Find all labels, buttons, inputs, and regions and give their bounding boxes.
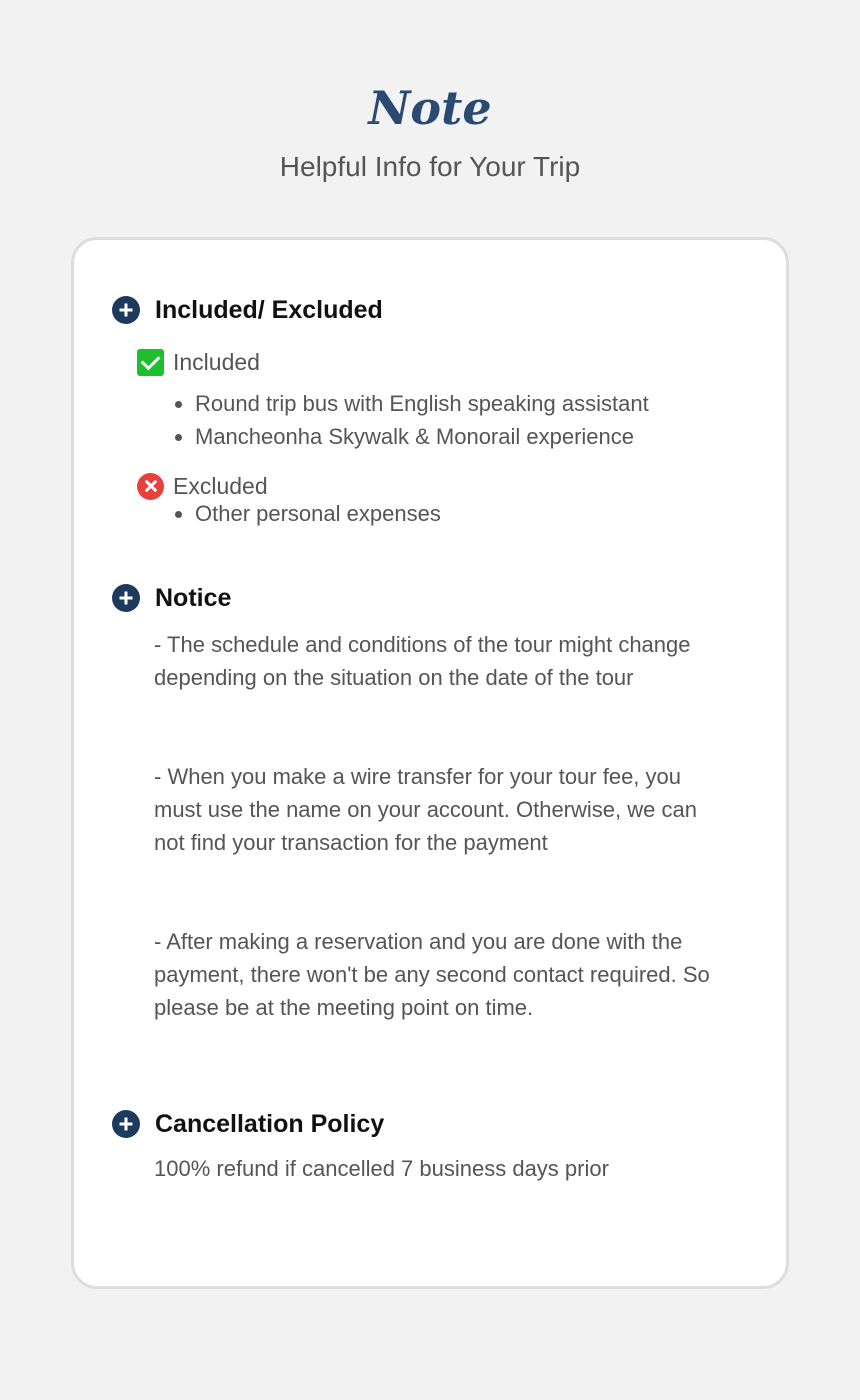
section-title: Notice (155, 584, 232, 612)
section-title: Included/ Excluded (155, 296, 383, 324)
notice-paragraph: - After making a reservation and you are done with the payment, there won't be any second contact required. So please be at the meeting point on time. (154, 929, 710, 1020)
included-label: Included (173, 349, 260, 375)
info-card (71, 237, 789, 1289)
section-title: Cancellation Policy (155, 1110, 385, 1138)
page-title: Note (368, 81, 492, 135)
excluded-label: Excluded (173, 473, 268, 499)
plus-circle-icon[interactable] (112, 1110, 140, 1138)
section-cancellation-header[interactable] (112, 1108, 384, 1140)
list-item: Other personal expenses (174, 497, 441, 530)
included-list (174, 387, 649, 453)
included-header (137, 348, 260, 376)
plus-circle-icon[interactable] (112, 296, 140, 324)
plus-circle-icon[interactable] (112, 584, 140, 612)
check-box-icon (137, 349, 164, 376)
list-item: Round trip bus with English speaking assistant (174, 387, 649, 420)
section-notice-header[interactable] (112, 582, 231, 614)
page-subtitle: Helpful Info for Your Trip (279, 151, 581, 182)
section-included-excluded-header[interactable] (112, 294, 383, 326)
cancellation-policy-text: 100% refund if cancelled 7 business days prior (154, 1156, 609, 1181)
excluded-header (137, 472, 268, 500)
notice-paragraph: - When you make a wire transfer for your tour fee, you must use the name on your account. Otherwise, we can not find your transaction for the payment (154, 764, 697, 855)
list-item: Mancheonha Skywalk & Monorail experience (174, 420, 649, 453)
x-circle-icon (137, 473, 164, 500)
excluded-list (174, 497, 441, 530)
notice-paragraph: - The schedule and conditions of the tour might change depending on the situation on the date of the tour (154, 632, 691, 690)
